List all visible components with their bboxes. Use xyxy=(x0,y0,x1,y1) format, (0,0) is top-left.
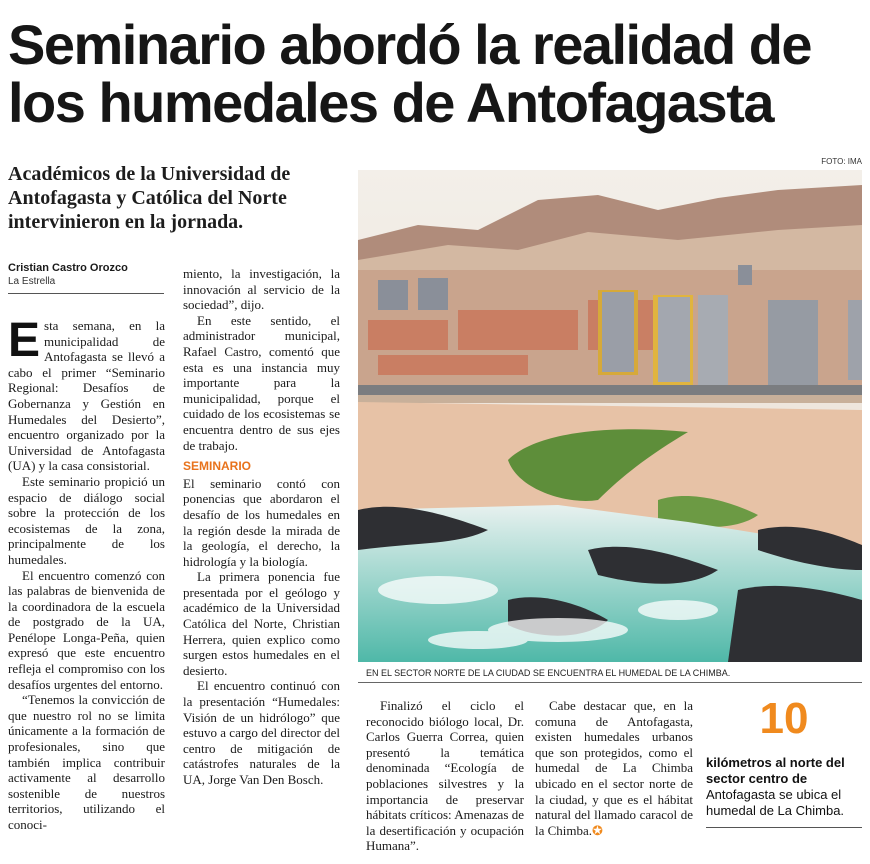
article-paragraph: “Tenemos la convicción de que nuestro rol no se limita únicamente a la formación de profesionales, sino que también implica contribuir activamente al desarrollo sostenible de nuestros territorios, utilizando el conoci- xyxy=(8,692,165,832)
aerial-photo xyxy=(358,170,862,662)
fact-number: 10 xyxy=(759,694,809,743)
photo-credit: FOTO: IMA xyxy=(821,157,862,166)
article-paragraph: Finalizó el ciclo el reconocido biólogo local, Dr. Carlos Guerra Correa, quien presentó la temática denominada “Ecología de poblaciones silvestres y la importancia de preservar hábitats críticos: Amenazas de la desertificación y ocupación Humana”. xyxy=(366,698,524,854)
byline-rule xyxy=(8,293,164,294)
article-paragraph: Este seminario propició un espacio de diálogo social sobre la protección de los ecosistemas de la zona, principalmente de los humedales. xyxy=(8,473,165,567)
article-paragraph: La primera ponencia fue presentada por el geólogo y académico de la Universidad Católica del Norte, Christian Herrera, quien explico como surgen estos humedales en el desierto. xyxy=(183,569,340,678)
fact-text: kilómetros al norte del sector centro de Antofagasta se ubica el humedal de La Chimba. xyxy=(706,755,845,818)
article-paragraph: Esta semana, en la municipalidad de Antofagasta se llevó a cabo el primer “Seminario Regional: Desafíos de Gobernanza y Gestión en Humedales del Desierto”, encuentro organizado por la Universidad de Antofagasta (UA) y la casa consistorial. xyxy=(8,318,165,474)
byline-publication: La Estrella xyxy=(8,276,56,287)
end-mark: ✪ xyxy=(592,822,603,838)
article-paragraph: Cabe destacar que, en la comuna de Antofagasta, existen humedales urbanos que son protegidos, como el humedal de La Chimba ubicado en el sector norte de la ciudad, y que es el hábitat natural del llamado caracol de la Chimba.✪ xyxy=(535,698,693,838)
aerial-photo-illustration xyxy=(358,170,862,662)
article-column-3 xyxy=(366,698,524,858)
byline xyxy=(8,262,164,294)
byline-author: Cristian Castro Orozco xyxy=(8,262,128,274)
article-paragraph: miento, la investigación, la innovación al servicio de la sociedad”, dijo. xyxy=(183,266,340,313)
drop-cap: E xyxy=(8,318,41,367)
article-paragraph: El encuentro continuó con la presentación “Humedales: Visión de un hidrólogo” que estuvo a cargo del director del centro de mitigación de catástrofes naturales de la UA, Jorge Van Den Bosch. xyxy=(183,678,340,787)
article-paragraph: En este sentido, el administrador municipal, Rafael Castro, comentó que esta es una instancia muy importante para la municipalidad, porque el cuidado de los ecosistemas se encuentra dentro de sus ejes de trabajo. xyxy=(183,312,340,453)
article-column-2 xyxy=(183,266,340,858)
photo-caption: EN EL SECTOR NORTE DE LA CIUDAD SE ENCUENTRA EL HUMEDAL DE LA CHIMBA. xyxy=(366,668,731,678)
caption-rule xyxy=(358,682,862,683)
article-column-1 xyxy=(8,318,165,858)
headline: Seminario abordó la realidad de los humedales de Antofagasta xyxy=(8,13,812,134)
subhead: SEMINARIO xyxy=(183,459,252,474)
fact-box xyxy=(706,695,862,828)
article-paragraph: El encuentro comenzó con las palabras de bienvenida de la coordinadora de la escuela de postgrado de la UA, Penélope Longa-Peña, quien expresó que este encuentro refleja el compromiso con los desafíos urgentes del entorno. xyxy=(8,567,165,692)
fact-rule xyxy=(706,827,862,828)
article-paragraph: El seminario contó con ponencias que abordaron el desafío de los humedales en la región desde la mirada de la geología, el derecho, la hidrología y la biología. xyxy=(183,475,340,569)
deck: Académicos de la Universidad de Antofagasta y Católica del Norte intervinieron en la jornada. xyxy=(8,163,291,233)
article-column-4 xyxy=(535,698,693,858)
